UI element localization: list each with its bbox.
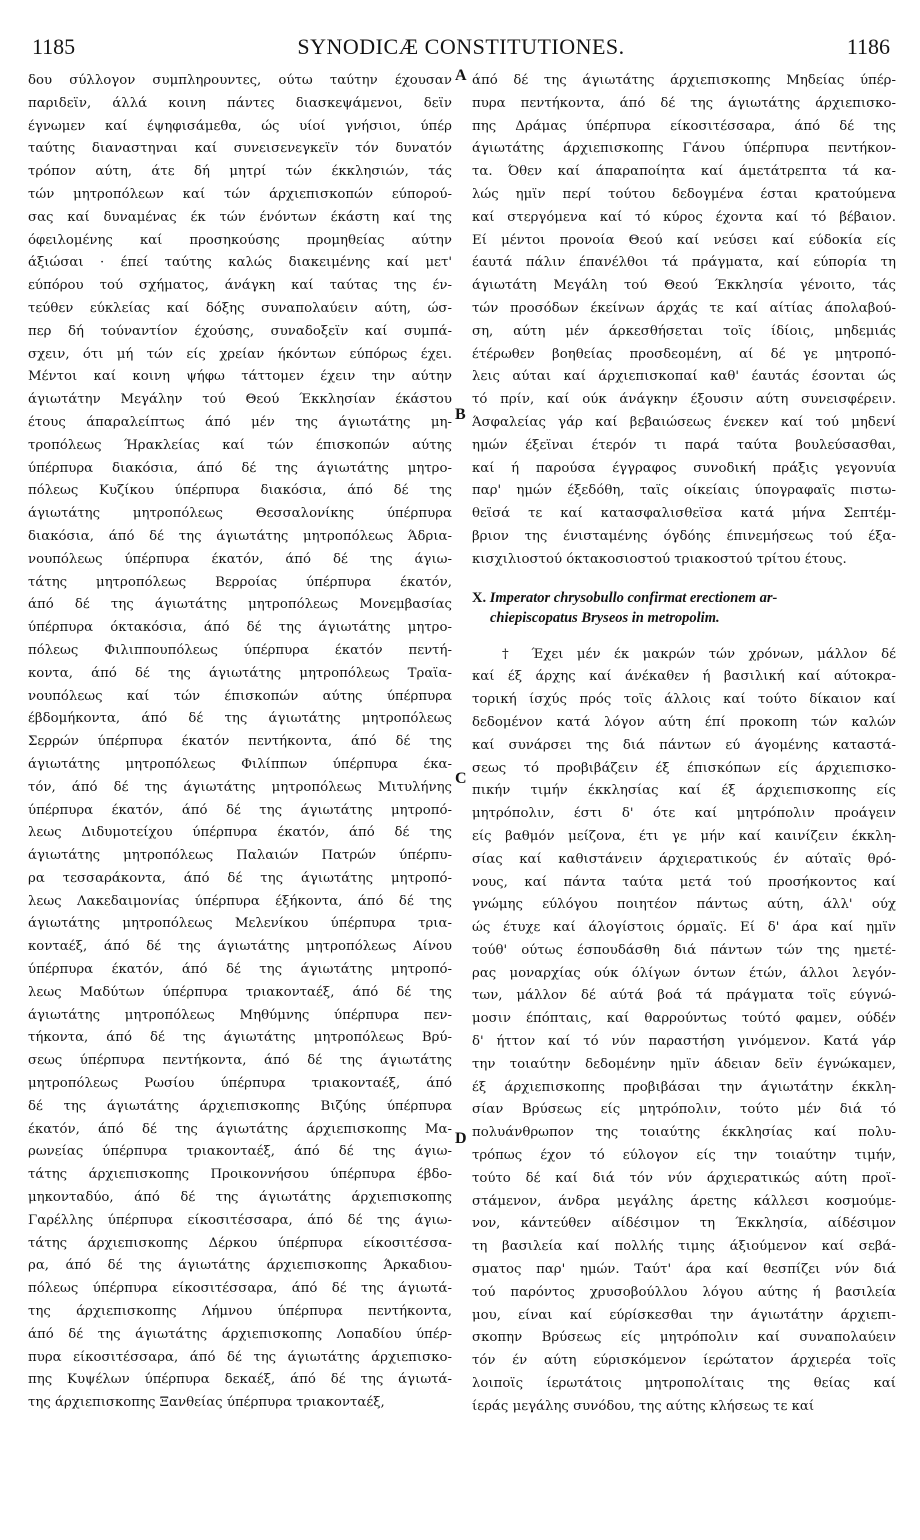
text-line: σίαν Βρύσεως είς μητρόπολιν, τούτο μέν διά τό [472, 1102, 896, 1118]
text-line: της άρχιεπισκοπης Λήμνου ύπέρπυρα πεντήκοντα, [28, 1304, 452, 1320]
text-line: τάτης άρχιεπισκοπης Δέρκου ύπέρπυρα είκοσιτέσσα- [28, 1235, 452, 1251]
text-line: πολυάνθρωπον της τοιαύτης έκκλησίας καί πολυ- [472, 1125, 896, 1141]
text-line: των, μάλλον δέ αύτά βοά τά πράγματα τοϊς εύγνώ- [472, 988, 896, 1004]
text-line: μου, είναι καί εύρίσκεσθαι την άγιωτάτην άρχιεπι- [472, 1307, 896, 1323]
text-line: πυρα πεντήκοντα, άπό δέ της άγιωτάτης άρχιεπισκο- [472, 95, 896, 111]
text-line: μοσιν έπόπταις, καί θαρρούντως τούτό φαμεν, ούδέν [472, 1011, 896, 1027]
text-line: ταύτης διαναστηναι καί συνεισενεγκεϊν τόν δυνατόν [28, 141, 452, 157]
text-line: λεως Λακεδαιμονίας ύπέρπυρα έξήκοντα, άπό δέ της [28, 893, 452, 909]
text-line: Άσφαλείας γάρ καί βεβαιώσεως ένεκεν καί τού μηδενί [472, 414, 896, 430]
text-line: τη βασιλεία καί πολλής τιμης άξιούμενον καί σεβά- [472, 1239, 896, 1255]
text-line: άγιωτάτης μητροπόλεως Παλαιών Πατρών ύπέρπυ- [28, 848, 452, 864]
text-line: έτέρωθεν βοηθείας προσδεομένη, αί δέ γε μητροπό- [472, 346, 896, 362]
text-line: τό πρίν, καί ούκ άνάγκην έξουσιν αύτη συνεισφέρειν. [472, 392, 896, 408]
text-line: την τοιαύτην δεδομένην ημϊν άδειαν δεϊν έγνώκαμεν, [472, 1056, 896, 1072]
text-line: ύπέρπυρα έκατόν, άπό δέ της άγιωτάτης μητροπό- [28, 962, 452, 978]
text-line: τροπόλεως Ήρακλείας καί τών έπισκοπών αύτης [28, 437, 452, 453]
text-line: Σερρών ύπέρπυρα έκατόν πεντήκοντα, άπό δέ της [28, 734, 452, 750]
text-line: εύπόρου τού σχήματος, άνάγκη καί ταύτας της έν- [28, 278, 452, 294]
text-line: λεως Διδυμοτείχου ύπέρπυρα έκατόν, άπό δέ της [28, 825, 452, 841]
text-line: έαυτά πάλιν έπανέλθοι τά πράγματα, καί εύπορία τη [472, 255, 896, 271]
text-line: όφειλομένης καί προσηκούσης προμηθείας αύτην [28, 232, 452, 248]
text-line: μηκονταδύο, άπό δέ της άγιωτάτης άρχιεπισκοπης [28, 1190, 452, 1206]
text-line: άγιωτάτης άρχιεπισκοπης Γάνου ύπέρπυρα πεντήκον- [472, 141, 896, 157]
text-line: ρωνείας ύπέρπυρα τριακονταέξ, άπό δέ της άγιω- [28, 1144, 452, 1160]
text-line: νον, κάντεύθεν αίδέσιμον τη Έκκλησία, αίδέσιμον [472, 1216, 896, 1232]
text-line: ύπέρπυρα όκτακόσια, άπό δέ της άγιωτάτης μητρο- [28, 620, 452, 636]
text-line: ση, αύτη μέν άρκεσθήσεται τοϊς ίδίοις, μηδεμιάς [472, 323, 896, 339]
text-line: ύπέρπυρα διακόσια, άπό δέ της άγιωτάτης μητρο- [28, 460, 452, 476]
right-column-paragraph-b [472, 644, 896, 1419]
text-line: καί συνάρσει της διά πάντων εύ άγομένης καταστά- [472, 737, 896, 753]
text-line: άπό δέ της άγιωτάτης άρχιεπισκοπης Μηδείας ύπέρ- [472, 73, 896, 88]
section-heading-line-2: chiepiscopatus Bryseos in metropolim. [490, 609, 720, 626]
text-line: άγιωτάτην Μεγάλην τού Θεού Έκκλησίαν έκάστου [28, 392, 452, 408]
text-line: άξιώσαι · έπεί ταύτης καλώς διακειμένης καί μετ' [28, 255, 452, 271]
text-line: διακόσια, άπό δέ της άγιωτάτης μητροπόλεως Άδρια- [28, 528, 452, 544]
text-line: λεις αύται καί άρχιεπισκοπαί καθ' έαυτάς έσονται ώς [472, 369, 896, 385]
text-line: πης Δράμας ύπέρπυρα είκοσιτέσσαρα, άπό δέ της [472, 118, 896, 134]
text-line: Μέντοι καί κοινη ψήφω τάττομεν έχειν την αύτην [28, 369, 452, 385]
text-line: νουπόλεως καί τών έπισκοπών αύτης ύπέρπυρα [28, 688, 452, 704]
text-line: τάτης άρχιεπισκοπης Προικοννήσου ύπέρπυρα έβδο- [28, 1167, 452, 1183]
text-line: άγιωτάτης μητροπόλεως Θεσσαλονίκης ύπέρπυρα [28, 506, 452, 522]
section-heading-line-1: Imperator chrysobullo confirmat erectionem ar- [489, 589, 778, 606]
text-line: λοιποϊς ίερωτάτοις μητροπολίταις της θείας καί [472, 1376, 896, 1392]
text-line: ώς έτυχε καί άλογίστοις όρμαϊς. Εί δ' άρα καί ημϊν [472, 920, 896, 936]
text-line: ίεράς μεγάλης συνόδου, της αύτης κλήσεως τε καί [472, 1398, 815, 1414]
margin-letter-a: A [455, 67, 467, 84]
text-line: πόλεως Κυζίκου ύπέρπυρα διακόσια, άπό δέ της [28, 483, 452, 499]
text-line: μητρόπολιν, έστι δ' ότε καί μητρόπολιν προάγειν [472, 806, 896, 822]
text-line: κοντα, άπό δέ της άγιωτάτης μητροπόλεως Τραϊα- [28, 665, 452, 681]
text-line: κισχιλιοστού όκτακοσιοστού τριακοστού τρίτου έτους. [472, 551, 847, 567]
text-line: άπό δέ της άγιωτάτης μητροπόλεως Μονεμβασίας [28, 597, 452, 613]
text-line: πυρα είκοσιτέσσαρα, άπό δέ της άγιωτάτης άρχιεπισκο- [28, 1349, 452, 1365]
text-line: άγιωτάτης μητροπόλεως Μηθύμνης ύπέρπυρα πεν- [28, 1007, 452, 1023]
text-line: τούτο δέ καί διά τόν νύν άρχιερατικώς αύτη προϊ- [472, 1170, 896, 1186]
text-line: καί ή παρούσα έγγραφος συνοδική πράξις γεγονυία [472, 460, 896, 476]
text-line: περ δή τούναντίον έχούσης, συναδοξεϊν καί συμπά- [28, 323, 452, 339]
right-column [472, 70, 896, 1419]
margin-letter-d: D [455, 1130, 467, 1147]
text-line: τρόπον αύτη, άτε δή μητρί τών έκκλησιών, τάς [28, 164, 452, 180]
text-line: τάτης μητροπόλεως Βερροίας ύπέρπυρα έκατόν, [28, 574, 452, 590]
text-line: έβδομήκοντα, άπό δέ της άγιωτάτης μητροπόλεως [28, 711, 452, 727]
text-line: σεως τό προβιβάζειν έξ έπισκόπων είς άρχιεπισκο- [472, 760, 896, 776]
running-title: SYNODICÆ CONSTITUTIONES. [297, 34, 625, 59]
text-line: βριον της ένισταμένης όγδόης έπινεμήσεως τού έξα- [472, 528, 896, 544]
text-line: είς βαθμόν μείζονα, έτι γε μήν καί καινίζειν έκκλη- [472, 828, 896, 844]
text-line: τόν έν αύτη εύρισκόμενον ίερώτατον άρχιερέα τοϊς [472, 1353, 896, 1369]
text-line: καί στεργόμενα καί τό κύρος έχοντα καί τό βέβαιον. [472, 209, 896, 225]
text-line: σκοπην Βρύσεως είς μητρόπολιν καί συναπολαύειν [472, 1330, 896, 1346]
text-line: νους, καί πάντα ταύτα μετά τού προσήκοντος καί [472, 874, 896, 890]
text-line: † Έχει μέν έκ μακρών τών χρόνων, μάλλον δέ [502, 646, 896, 662]
text-line: παριδεϊν, άλλά κοινη πάντες διασκεψάμενοι, δεϊν [28, 95, 452, 111]
text-line: ρας μοναρχίας ούκ όλίγων όντων έτών, άλλοι λεγόν- [472, 965, 896, 981]
text-line: λώς ημϊν περί τούτου δεδογμένα έσται κρατούμενα [472, 186, 896, 202]
text-line: τεύθεν εύκλείας καί δόξης συναπολαύειν αύτη, ώσ- [28, 300, 452, 316]
text-line: ρα τεσσαράκοντα, άπό δέ της άγιωτάτης μητροπό- [28, 870, 452, 886]
margin-letter-c: C [455, 770, 467, 787]
text-line: άγιωτάτης μητροπόλεως Φιλίππων ύπέρπυρα έκα- [28, 756, 452, 772]
text-line: της άρχιεπισκοπης Ξανθείας ύπέρπυρα τριακονταέξ, [28, 1395, 385, 1411]
text-line: τούθ' ούτως έσπουδάσθη διά πάντων τών της ημετέ- [472, 942, 896, 958]
text-line: σας καί δυναμένας έκ τών ένόντων έκάστη καί της [28, 209, 452, 225]
text-line: έγνωμεν καί έψηφισάμεθα, ώς υίοί γνήσιοι, ύπέρ [28, 118, 452, 134]
text-line: πόλεως Φιλιππουπόλεως ύπέρπυρα έκατόν πεντή- [28, 642, 452, 658]
text-line: Γαρέλλης ύπέρπυρα είκοσιτέσσαρα, άπό δέ της άγιω- [28, 1212, 452, 1228]
text-line: τόν, άπό δέ της άγιωτάτης μητροπόλεως Μιτυλήνης [28, 779, 452, 795]
section-number: X. [472, 589, 487, 606]
text-line: τών προσόδων έκείνων άρχάς τε καί αίτίας άπολαβού- [472, 300, 896, 316]
text-line: πόλεως ύπέρπυρα είκοσιτέσσαρα, άπό δέ της άγιωτά- [28, 1281, 452, 1297]
text-line: ρα, άπό δέ της άγιωτάτης άρχιεπισκοπης Άρκαδιου- [28, 1258, 452, 1274]
text-line: τήκοντα, άπό δέ της άγιωτάτης μητροπόλεως Βρύ- [28, 1030, 452, 1046]
text-line: σίας καί καθιστάνειν άρχιερατικούς έν αύταϊς θρό- [472, 851, 896, 867]
text-line: στάμενον, άνδρα μεγάλης άρετης κάλλεσι κοσμούμε- [472, 1193, 896, 1209]
text-line: Εί μέντοι προνοία Θεού καί νεύσει καί εύδοκία είς [472, 232, 896, 248]
text-line: δεδομένον κατά λόγον αύτη έπί προκοπη τών καλών [472, 714, 896, 730]
text-line: τού παρόντος χρυσοβούλλου λόγου αύτης ή βασιλεία [472, 1284, 896, 1300]
text-line: πικήν τιμήν έκκλησίας καί έξ άρχιεπισκοπης είς [472, 783, 896, 799]
text-line: σχειν, ότι μή τών είς χρείαν ήκόντων εύπόρως έχει. [28, 346, 452, 362]
text-line: σματος παρ' ημών. Ταύτ' άρα καί θεσπίζει νύν διά [472, 1262, 896, 1278]
text-line: σεως ύπέρπυρα πεντήκοντα, άπό δέ της άγιωτάτης [28, 1053, 452, 1069]
text-line: λεως Μαδύτων ύπέρπυρα τριακονταέξ, άπό δέ της [28, 984, 452, 1000]
text-line: ύπέρπυρα έκατόν, άπό δέ της άγιωτάτης μητροπό- [28, 802, 452, 818]
text-line: δέ της άγιωτάτης άρχιεπισκοπης Βιζύης ύπέρπυρα [28, 1098, 452, 1114]
text-line: κονταέξ, άπό δέ της άγιωτάτης μητροπόλεως Αίνου [28, 939, 452, 955]
text-line: δου σύλλογον συμπληρουντες, ούτω ταύτην έχουσαν [28, 73, 452, 88]
page-number-right: 1186 [846, 34, 890, 59]
running-head [32, 34, 890, 64]
text-line: θεϊσά τε καί κατασφαλισθεϊσα κατά μήνα Σεπτέμ- [472, 506, 896, 522]
text-line: νουπόλεως ύπέρπυρα έκατόν, άπό δέ της άγιω- [28, 551, 452, 567]
text-line: τα. Όθεν καί άπαραποίητα καί άμετάτρεπτα τά κα- [472, 164, 896, 180]
text-line: μητροπόλεως Ρωσίου ύπέρπυρα τριακονταέξ, άπό [28, 1076, 452, 1092]
text-line: άγιωτάτη Μεγάλη τού Θεού Έκκλησία γένοιτο, τάς [472, 278, 896, 294]
text-line: ημών έξεϊναι έτερόν τι παρά ταύτα βουλεύσασθαι, [472, 437, 896, 453]
text-line: τών μητροπόλεων καί τών άρχιεπισκοπών εύπορού- [28, 186, 452, 202]
text-line: παρ' ημών έξεδόθη, ταϊς οίκείαις ύπογραφαϊς πιστω- [472, 483, 896, 499]
left-column [28, 70, 452, 1415]
text-line: γνώμης εύλόγου ποιητέον πάντως αύτη, άλλ' ούχ [472, 897, 896, 913]
text-line: πης Κυψέλων ύπέρπυρα δεκαέξ, άπό δέ της άγιωτά- [28, 1372, 452, 1388]
text-line: τορική ίσχύς πρός τοϊς άλλοις καί τούτο δίκαιον καί [472, 692, 896, 708]
text-line: άγιωτάτης μητροπόλεως Μελενίκου ύπέρπυρα τρια- [28, 916, 452, 932]
text-line: καί έξ άρχης καί άνέκαθεν ή βασιλική καί αύτοκρα- [472, 669, 896, 685]
text-line: άπό δέ της άγιωτάτης άρχιεπισκοπης Λοπαδίου ύπέρ- [28, 1326, 452, 1342]
text-line: δ' ήττον καί τό νύν παραστήση γινόμενον. Κατά γάρ [472, 1034, 896, 1050]
section-heading [472, 588, 896, 628]
right-column-paragraph-a [472, 70, 896, 572]
text-line: έτους άπαραλείπτως άπό μέν της άγιωτάτης μη- [28, 414, 452, 430]
text-line: έκατόν, άπό δέ της άγιωτάτης άρχιεπισκοπης Μα- [28, 1121, 452, 1137]
text-line: τρόπως έχον τό εύλογον είς την τοιαύτην τιμήν, [472, 1148, 896, 1164]
margin-letter-b: B [455, 406, 466, 423]
text-line: έξ άρχιεπισκοπης προβιβάσαι την άγιωτάτην έκκλη- [472, 1079, 896, 1095]
page-number-left: 1185 [32, 34, 76, 59]
